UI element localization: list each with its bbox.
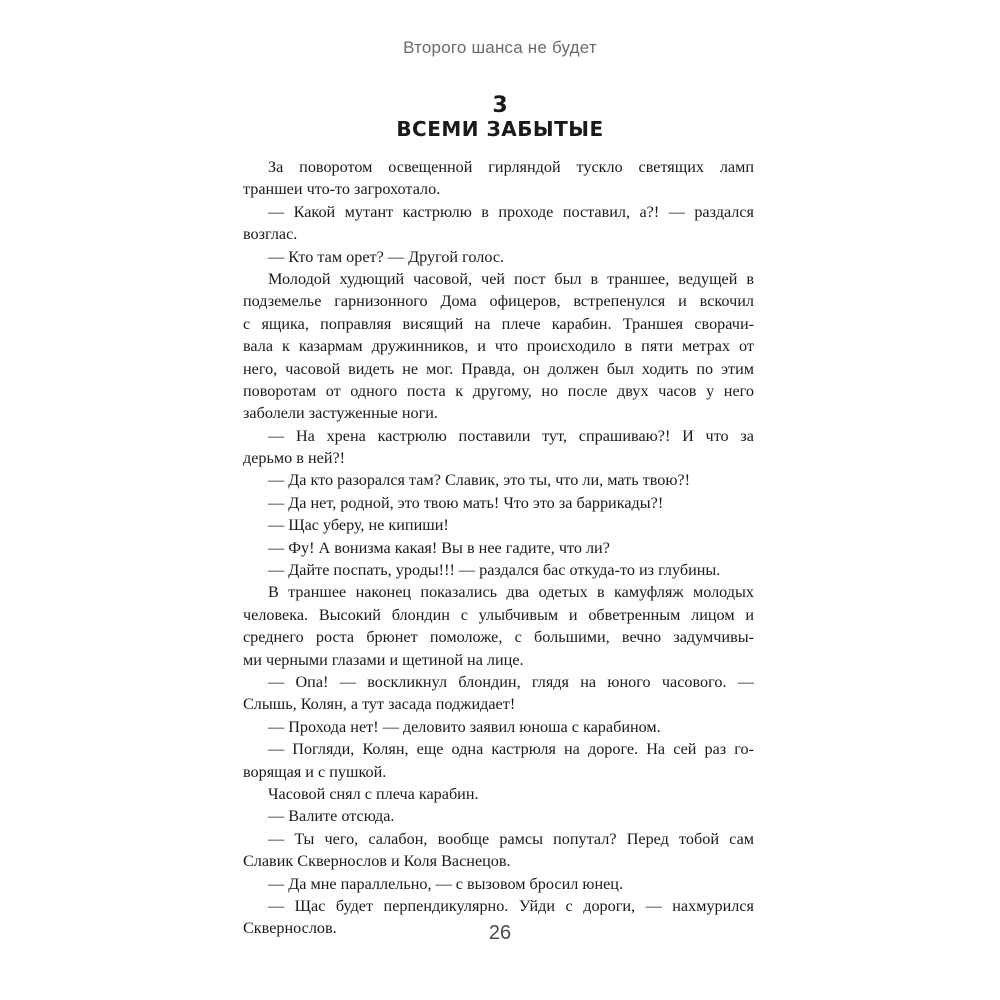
text-line: вала к казармам дружинников, и что происходило в пяти метрах от bbox=[243, 337, 754, 356]
text-line: поворотам от одного поста к другому, но после двух часов у него bbox=[243, 381, 754, 400]
text-line: — Прохода нет! — деловито заявил юноша с карабином. bbox=[268, 717, 661, 736]
text-line: — Опа! — воскликнул блондин, глядя на юного часового. — bbox=[268, 672, 754, 691]
text-line: Сквернослов. bbox=[243, 919, 337, 938]
text-line: него, часовой видеть не мог. Правда, он должен был ходить по этим bbox=[243, 359, 754, 378]
text-line: За поворотом освещенной гирляндой тускло светящих ламп bbox=[268, 158, 754, 176]
text-line: Часовой снял с плеча карабин. bbox=[268, 784, 479, 803]
text-line: — Да кто разорался там? Славик, это ты, что ли, мать твою?! bbox=[268, 471, 691, 490]
text-line: ми черными глазами и щетиной на лице. bbox=[243, 650, 524, 669]
text-line: — Щас уберу, не кипиши! bbox=[268, 516, 449, 535]
text-line: — Кто там орет? — Другой голос. bbox=[268, 247, 505, 266]
running-header: Второго шанса не будет bbox=[403, 38, 597, 57]
text-line: заболели застуженные ноги. bbox=[243, 404, 438, 423]
text-line: траншеи что-то загрохотало. bbox=[243, 180, 441, 199]
chapter-number: 3 bbox=[492, 93, 508, 118]
text-line: — Какой мутант кастрюлю в проходе поставил, а?! — раздался bbox=[268, 202, 754, 221]
text-line: возглас. bbox=[243, 225, 298, 244]
text-line: — Ты чего, салабон, вообще рамсы попутал? Перед тобой сам bbox=[268, 829, 754, 848]
chapter-title: ВСЕМИ ЗАБЫТЫЕ bbox=[396, 117, 604, 141]
text-line: — Да мне параллельно, — с вызовом бросил юнец. bbox=[268, 874, 624, 893]
text-line: — Щас будет перпендикулярно. Уйди с дороги, — нахмурился bbox=[268, 896, 754, 915]
text-line: — Валите отсюда. bbox=[268, 807, 395, 826]
text-line: — Фу! А вонизма какая! Вы в нее гадите, что ли? bbox=[268, 538, 610, 557]
text-line: В траншее наконец показались два одетых в камуфляж молодых bbox=[268, 583, 754, 602]
text-line: подземелье гарнизонного Дома офицеров, встрепенулся и вскочил bbox=[243, 292, 754, 311]
text-line: человека. Высокий блондин с улыбчивым и обветренным лицом и bbox=[243, 605, 754, 624]
text-line: с ящика, поправляя висящий на плече карабин. Траншея сворачи- bbox=[243, 314, 754, 333]
text-line: Молодой худющий часовой, чей пост был в траншее, ведущей в bbox=[268, 269, 754, 288]
text-line: — Погляди, Колян, еще одна кастрюля на дороге. На сей раз го- bbox=[268, 740, 754, 759]
body-text bbox=[243, 156, 754, 940]
text-line: среднего роста брюнет помоложе, с большими, вечно задумчивы- bbox=[243, 628, 754, 647]
text-line: ворящая и с пушкой. bbox=[243, 762, 387, 781]
text-line: — На хрена кастрюлю поставили тут, спрашиваю?! И что за bbox=[268, 426, 754, 445]
text-line: дерьмо в ней?! bbox=[243, 449, 346, 468]
text-line: Слышь, Колян, а тут засада поджидает! bbox=[243, 695, 516, 714]
text-line: — Дайте поспать, уроды!!! — раздался бас откуда-то из глубины. bbox=[268, 561, 721, 580]
text-line: Славик Сквернослов и Коля Васнецов. bbox=[243, 852, 511, 871]
page-number: 26 bbox=[488, 922, 512, 944]
text-line: — Да нет, родной, это твою мать! Что это за баррикады?! bbox=[268, 493, 664, 512]
